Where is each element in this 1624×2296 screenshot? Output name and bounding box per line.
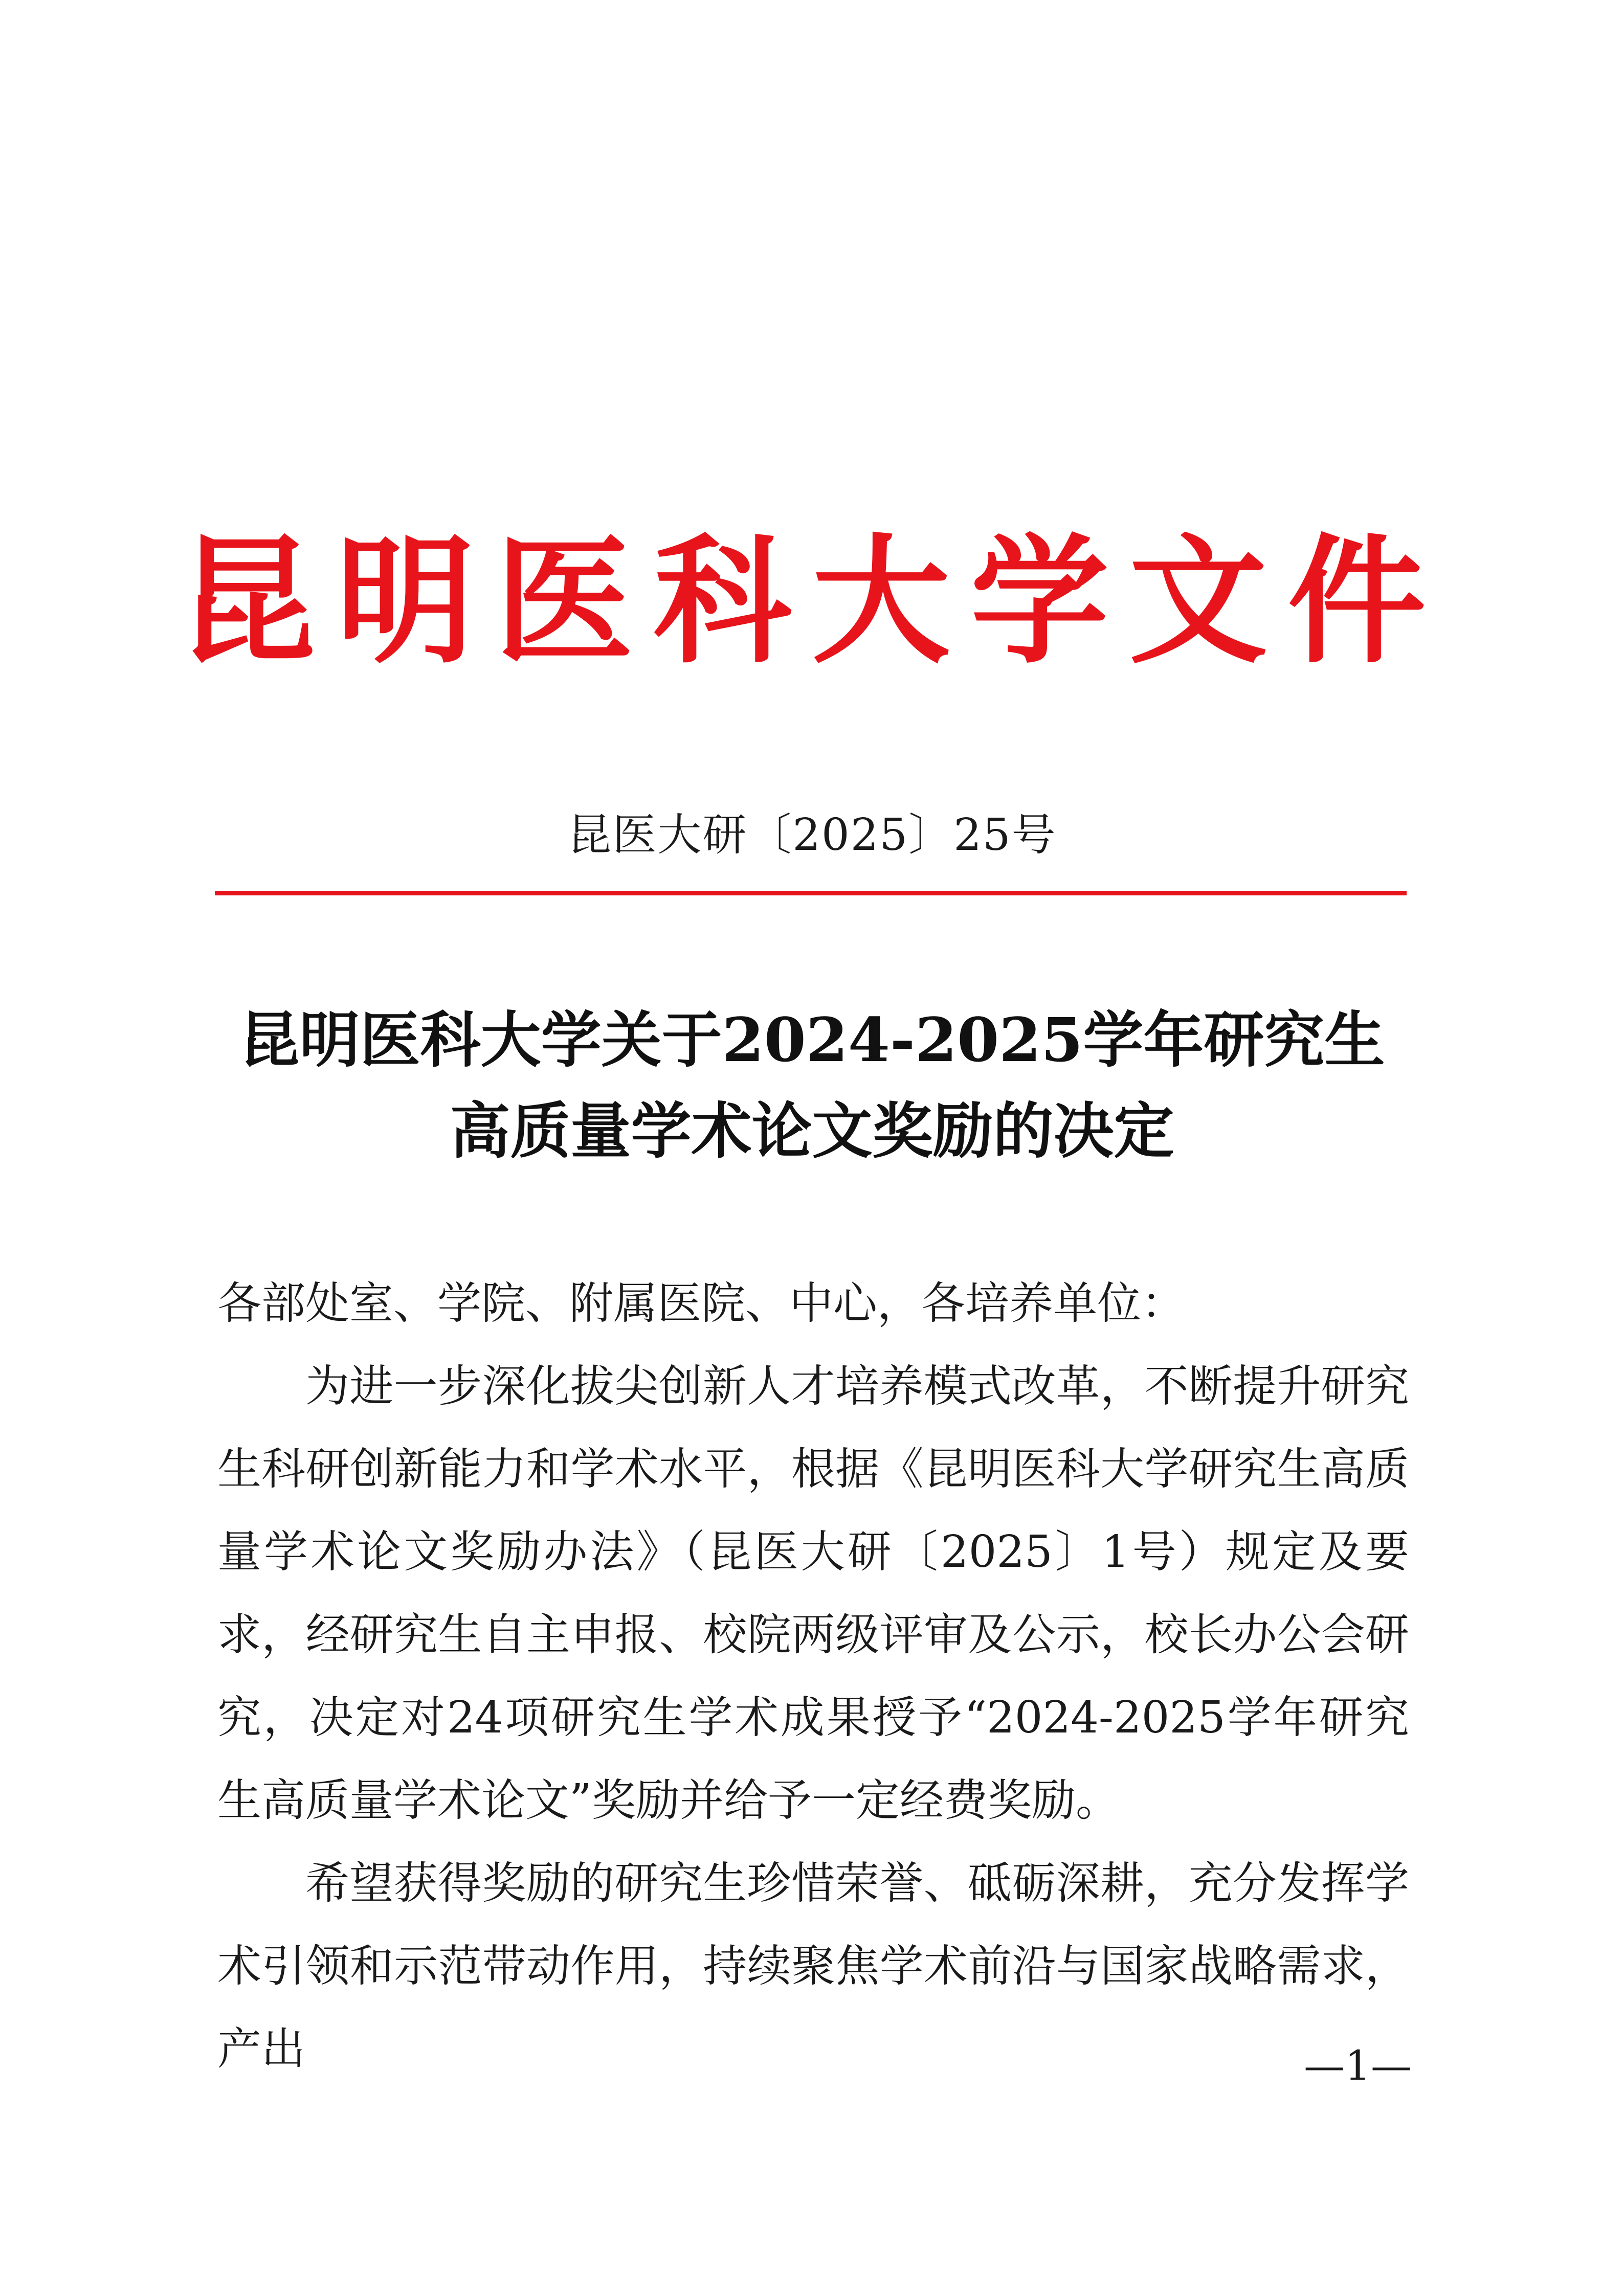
document-body bbox=[217, 1262, 1409, 2090]
document-title-line-2: 高质量学术论文奖励的决定 bbox=[450, 1095, 1174, 1166]
document-header-title: 昆明医科大学文件 bbox=[177, 520, 1447, 682]
salutation: 各部处室、学院、附属医院、中心，各培养单位： bbox=[217, 1278, 1185, 1329]
red-divider-line bbox=[215, 891, 1407, 895]
body-paragraph-1: 为进一步深化拔尖创新人才培养模式改革，不断提升研究生科研创新能力和学术水平，根据《昆明医科大学研究生高质量学术论文奖励办法》（昆医大研〔2025〕1号）规定及要求，经研究生自主申报、校院两级评审及公示，校长办公会研究，决定对24项研究生学术成果授予“2024-2025学年研究生高质量学术论文”奖励并给予一定经费奖励。 bbox=[217, 1361, 1409, 1826]
page-number: —1— bbox=[1304, 2042, 1412, 2089]
body-paragraph-2: 希望获得奖励的研究生珍惜荣誉、砥砺深耕，充分发挥学术引领和示范带动作用，持续聚焦学术前沿与国家战略需求，产出 bbox=[217, 1858, 1409, 2075]
document-title-line-1: 昆明医科大学关于2024-2025学年研究生 bbox=[239, 1004, 1385, 1075]
document-number: 昆医大研〔2025〕25号 bbox=[567, 809, 1057, 861]
document-title bbox=[0, 995, 1624, 1177]
